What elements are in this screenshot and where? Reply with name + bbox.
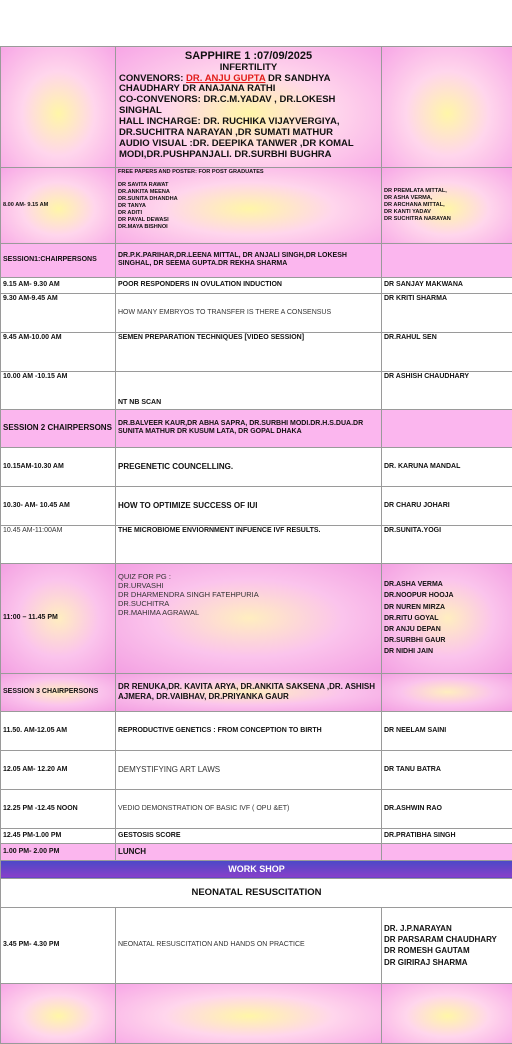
hall-incharge: HALL INCHARGE: DR. RUCHIKA VIJAYVERGIYA, DR.SUCHITRA NARAYAN ,DR SUMATI MATHUR <box>119 117 378 139</box>
quiz-judges <box>382 563 512 673</box>
session2-chair-row <box>1 409 512 447</box>
event-subtitle: INFERTILITY <box>119 63 378 74</box>
list-item: DR ANJU DEPAN <box>384 624 510 635</box>
list-item: DR.NOOPUR HOOJA <box>384 590 510 601</box>
list-item: DR PAYAL DEWASI <box>118 217 379 224</box>
lunch-row <box>1 843 512 860</box>
judges-left-list <box>118 182 379 231</box>
session1-label: SESSION1:CHAIRPERSONS <box>1 243 116 277</box>
table-row <box>1 486 512 525</box>
table-row <box>1 332 512 371</box>
row-topic: NT NB SCAN <box>116 371 382 409</box>
workshop-row <box>1 907 512 983</box>
row-time: 11.50. AM-12.05 AM <box>1 711 116 750</box>
row-time: 10.45 AM-11:00AM <box>1 525 116 563</box>
table-row <box>1 828 512 843</box>
lunch-label: LUNCH <box>116 843 382 860</box>
row-topic: HOW MANY EMBRYOS TO TRANSFER IS THERE A CONSENSUS <box>116 293 382 332</box>
session3-label: SESSION 3 CHAIRPERSONS <box>1 673 116 711</box>
list-item: DR.MAYA BISHNOI <box>118 224 379 231</box>
workshop-topic: NEONATAL RESUSCITATION AND HANDS ON PRACTICE <box>116 907 382 983</box>
workshop-faculty <box>382 907 512 983</box>
judges-right-list <box>382 167 512 243</box>
header-right-cell <box>382 47 512 168</box>
list-item: DR.SUNITA DHANDHA <box>118 196 379 203</box>
list-item: DR PARSARAM CHAUDHARY <box>384 934 510 945</box>
row-topic: POOR RESPONDERS IN OVULATION INDUCTION <box>116 277 382 293</box>
trailing-cell <box>1 983 116 1043</box>
quiz-info <box>116 563 382 673</box>
row-topic: DEMYSTIFYING ART LAWS <box>116 750 382 789</box>
session3-chair-row <box>1 673 512 711</box>
row-time: 10.30- AM- 10.45 AM <box>1 486 116 525</box>
session2-label: SESSION 2 CHAIRPERSONS <box>1 409 116 447</box>
row-speaker: DR KRITI SHARMA <box>382 293 512 332</box>
list-item: DR ADITI <box>118 210 379 217</box>
session1-chairs: DR.P.K.PARIHAR,DR.LEENA MITTAL, DR ANJALI SINGH,DR LOKESH SINGHAL, DR SEEMA GUPTA.DR REKHA SHARMA <box>116 243 382 277</box>
row-time: 10.00 AM -10.15 AM <box>1 371 116 409</box>
workshop-title: NEONATAL RESUSCITATION <box>1 878 512 907</box>
row-speaker: DR.RAHUL SEN <box>382 332 512 371</box>
list-item: DR NIDHI JAIN <box>384 646 510 657</box>
session2-empty <box>382 409 512 447</box>
schedule-table <box>0 46 512 1044</box>
schedule-sheet <box>0 46 512 1044</box>
list-item: DR.ASHA VERMA <box>384 579 510 590</box>
header-row <box>1 47 512 168</box>
list-item: DR.SUCHITRA <box>118 599 379 608</box>
row-speaker: DR ASHISH CHAUDHARY <box>382 371 512 409</box>
table-row <box>1 293 512 332</box>
row-topic: HOW TO OPTIMIZE SUCCESS OF IUI <box>116 486 382 525</box>
co-convenors: CO-CONVENORS: DR.C.M.YADAV , DR.LOKESH SINGHAL <box>119 95 378 117</box>
row-time: 12.25 PM -12.45 NOON <box>1 789 116 828</box>
trailing-cell <box>382 983 512 1043</box>
free-papers-row <box>1 167 512 243</box>
workshop-time: 3.45 PM- 4.30 PM <box>1 907 116 983</box>
list-item: DR.SURBHI GAUR <box>384 635 510 646</box>
list-item: DR GIRIRAJ SHARMA <box>384 957 510 968</box>
session2-chairs: DR.BALVEER KAUR,DR ABHA SAPRA, DR.SURBHI MODI.DR.H.S.DUA.DR SUNITA MATHUR DR KUSUM LATA, DR GOPAL DHAKA <box>116 409 382 447</box>
quiz-row <box>1 563 512 673</box>
row-time: 9.30 AM-9.45 AM <box>1 293 116 332</box>
session1-chair-row <box>1 243 512 277</box>
convenors-rest: DR SANDHYA CHAUDHARY DR ANAJANA RATHI <box>119 73 330 95</box>
list-item: DR DHARMENDRA SINGH FATEHPURIA <box>118 590 379 599</box>
row-topic: VEDIO DEMONSTRATION OF BASIC IVF ( OPU &ET) <box>116 789 382 828</box>
list-item: DR ASHA VERMA, <box>384 195 510 202</box>
workshop-bar-row <box>1 860 512 878</box>
trailing-row <box>1 983 512 1043</box>
quiz-title: QUIZ FOR PG : <box>118 572 379 581</box>
session1-empty <box>382 243 512 277</box>
row-topic: REPRODUCTIVE GENETICS : FROM CONCEPTION TO BIRTH <box>116 711 382 750</box>
list-item: DR KANTI YADAV <box>384 209 510 216</box>
list-item: DR. J.P.NARAYAN <box>384 923 510 934</box>
lunch-time: 1.00 PM- 2.00 PM <box>1 843 116 860</box>
row-speaker: DR.SUNITA.YOGI <box>382 525 512 563</box>
session3-chairs: DR RENUKA,DR. KAVITA ARYA, DR.ANKITA SAKSENA ,DR. ASHISH AJMERA, DR.VAIBHAV, DR.PRIYANKA GAUR <box>116 673 382 711</box>
event-title: SAPPHIRE 1 :07/09/2025 <box>119 50 378 63</box>
header-info <box>116 47 382 168</box>
quiz-time: 11:00 – 11.45 PM <box>1 563 116 673</box>
list-item: DR.MAHIMA AGRAWAL <box>118 608 379 617</box>
table-row <box>1 447 512 486</box>
list-item: DR SUCHITRA NARAYAN <box>384 216 510 223</box>
list-item: DR ROMESH GAUTAM <box>384 945 510 956</box>
row-time: 12.05 AM- 12.20 AM <box>1 750 116 789</box>
list-item: DR.ANKITA MEENA <box>118 189 379 196</box>
convenor-highlight: DR. ANJU GUPTA <box>186 73 265 84</box>
row-topic: THE MICROBIOME ENVIORNMENT INFUENCE IVF RESULTS. <box>116 525 382 563</box>
row-speaker: DR NEELAM SAINI <box>382 711 512 750</box>
list-item: DR TANYA <box>118 203 379 210</box>
trailing-cell <box>116 983 382 1043</box>
table-row <box>1 277 512 293</box>
row-time: 9.45 AM-10.00 AM <box>1 332 116 371</box>
list-item: DR SAVITA RAWAT <box>118 182 379 189</box>
row-time: 12.45 PM-1.00 PM <box>1 828 116 843</box>
free-papers-time: 8.00 AM- 9.15 AM <box>1 167 116 243</box>
list-item: DR PREMLATA MITTAL, <box>384 188 510 195</box>
workshop-label: WORK SHOP <box>1 860 512 878</box>
row-topic: GESTOSIS SCORE <box>116 828 382 843</box>
row-topic: PREGENETIC COUNCELLING. <box>116 447 382 486</box>
row-topic: SEMEN PREPARATION TECHNIQUES [VIDEO SESSION] <box>116 332 382 371</box>
session3-empty <box>382 673 512 711</box>
row-speaker: DR CHARU JOHARI <box>382 486 512 525</box>
row-speaker: DR.ASHWIN RAO <box>382 789 512 828</box>
row-speaker: DR SANJAY MAKWANA <box>382 277 512 293</box>
workshop-title-row <box>1 878 512 907</box>
table-row <box>1 750 512 789</box>
free-papers-info <box>116 167 382 243</box>
table-row <box>1 789 512 828</box>
audio-visual: AUDIO VISUAL :DR. DEEPIKA TANWER ,DR KOMAL MODI,DR.PUSHPANJALI. DR.SURBHI BUGHRA <box>119 139 378 161</box>
table-row <box>1 711 512 750</box>
row-speaker: DR.PRATIBHA SINGH <box>382 828 512 843</box>
list-item: DR ARCHANA MITTAL, <box>384 202 510 209</box>
row-time: 9.15 AM- 9.30 AM <box>1 277 116 293</box>
convenors-line <box>119 74 378 96</box>
list-item: DR.URVASHI <box>118 581 379 590</box>
lunch-empty <box>382 843 512 860</box>
free-papers-title: FREE PAPERS AND POSTER: FOR POST GRADUATES <box>118 169 379 176</box>
row-speaker: DR TANU BATRA <box>382 750 512 789</box>
header-left-cell <box>1 47 116 168</box>
convenors-label: CONVENORS: <box>119 73 183 84</box>
list-item: DR.RITU GOYAL <box>384 613 510 624</box>
list-item: DR NUREN MIRZA <box>384 602 510 613</box>
row-speaker: DR. KARUNA MANDAL <box>382 447 512 486</box>
table-row <box>1 525 512 563</box>
table-row <box>1 371 512 409</box>
row-time: 10.15AM-10.30 AM <box>1 447 116 486</box>
